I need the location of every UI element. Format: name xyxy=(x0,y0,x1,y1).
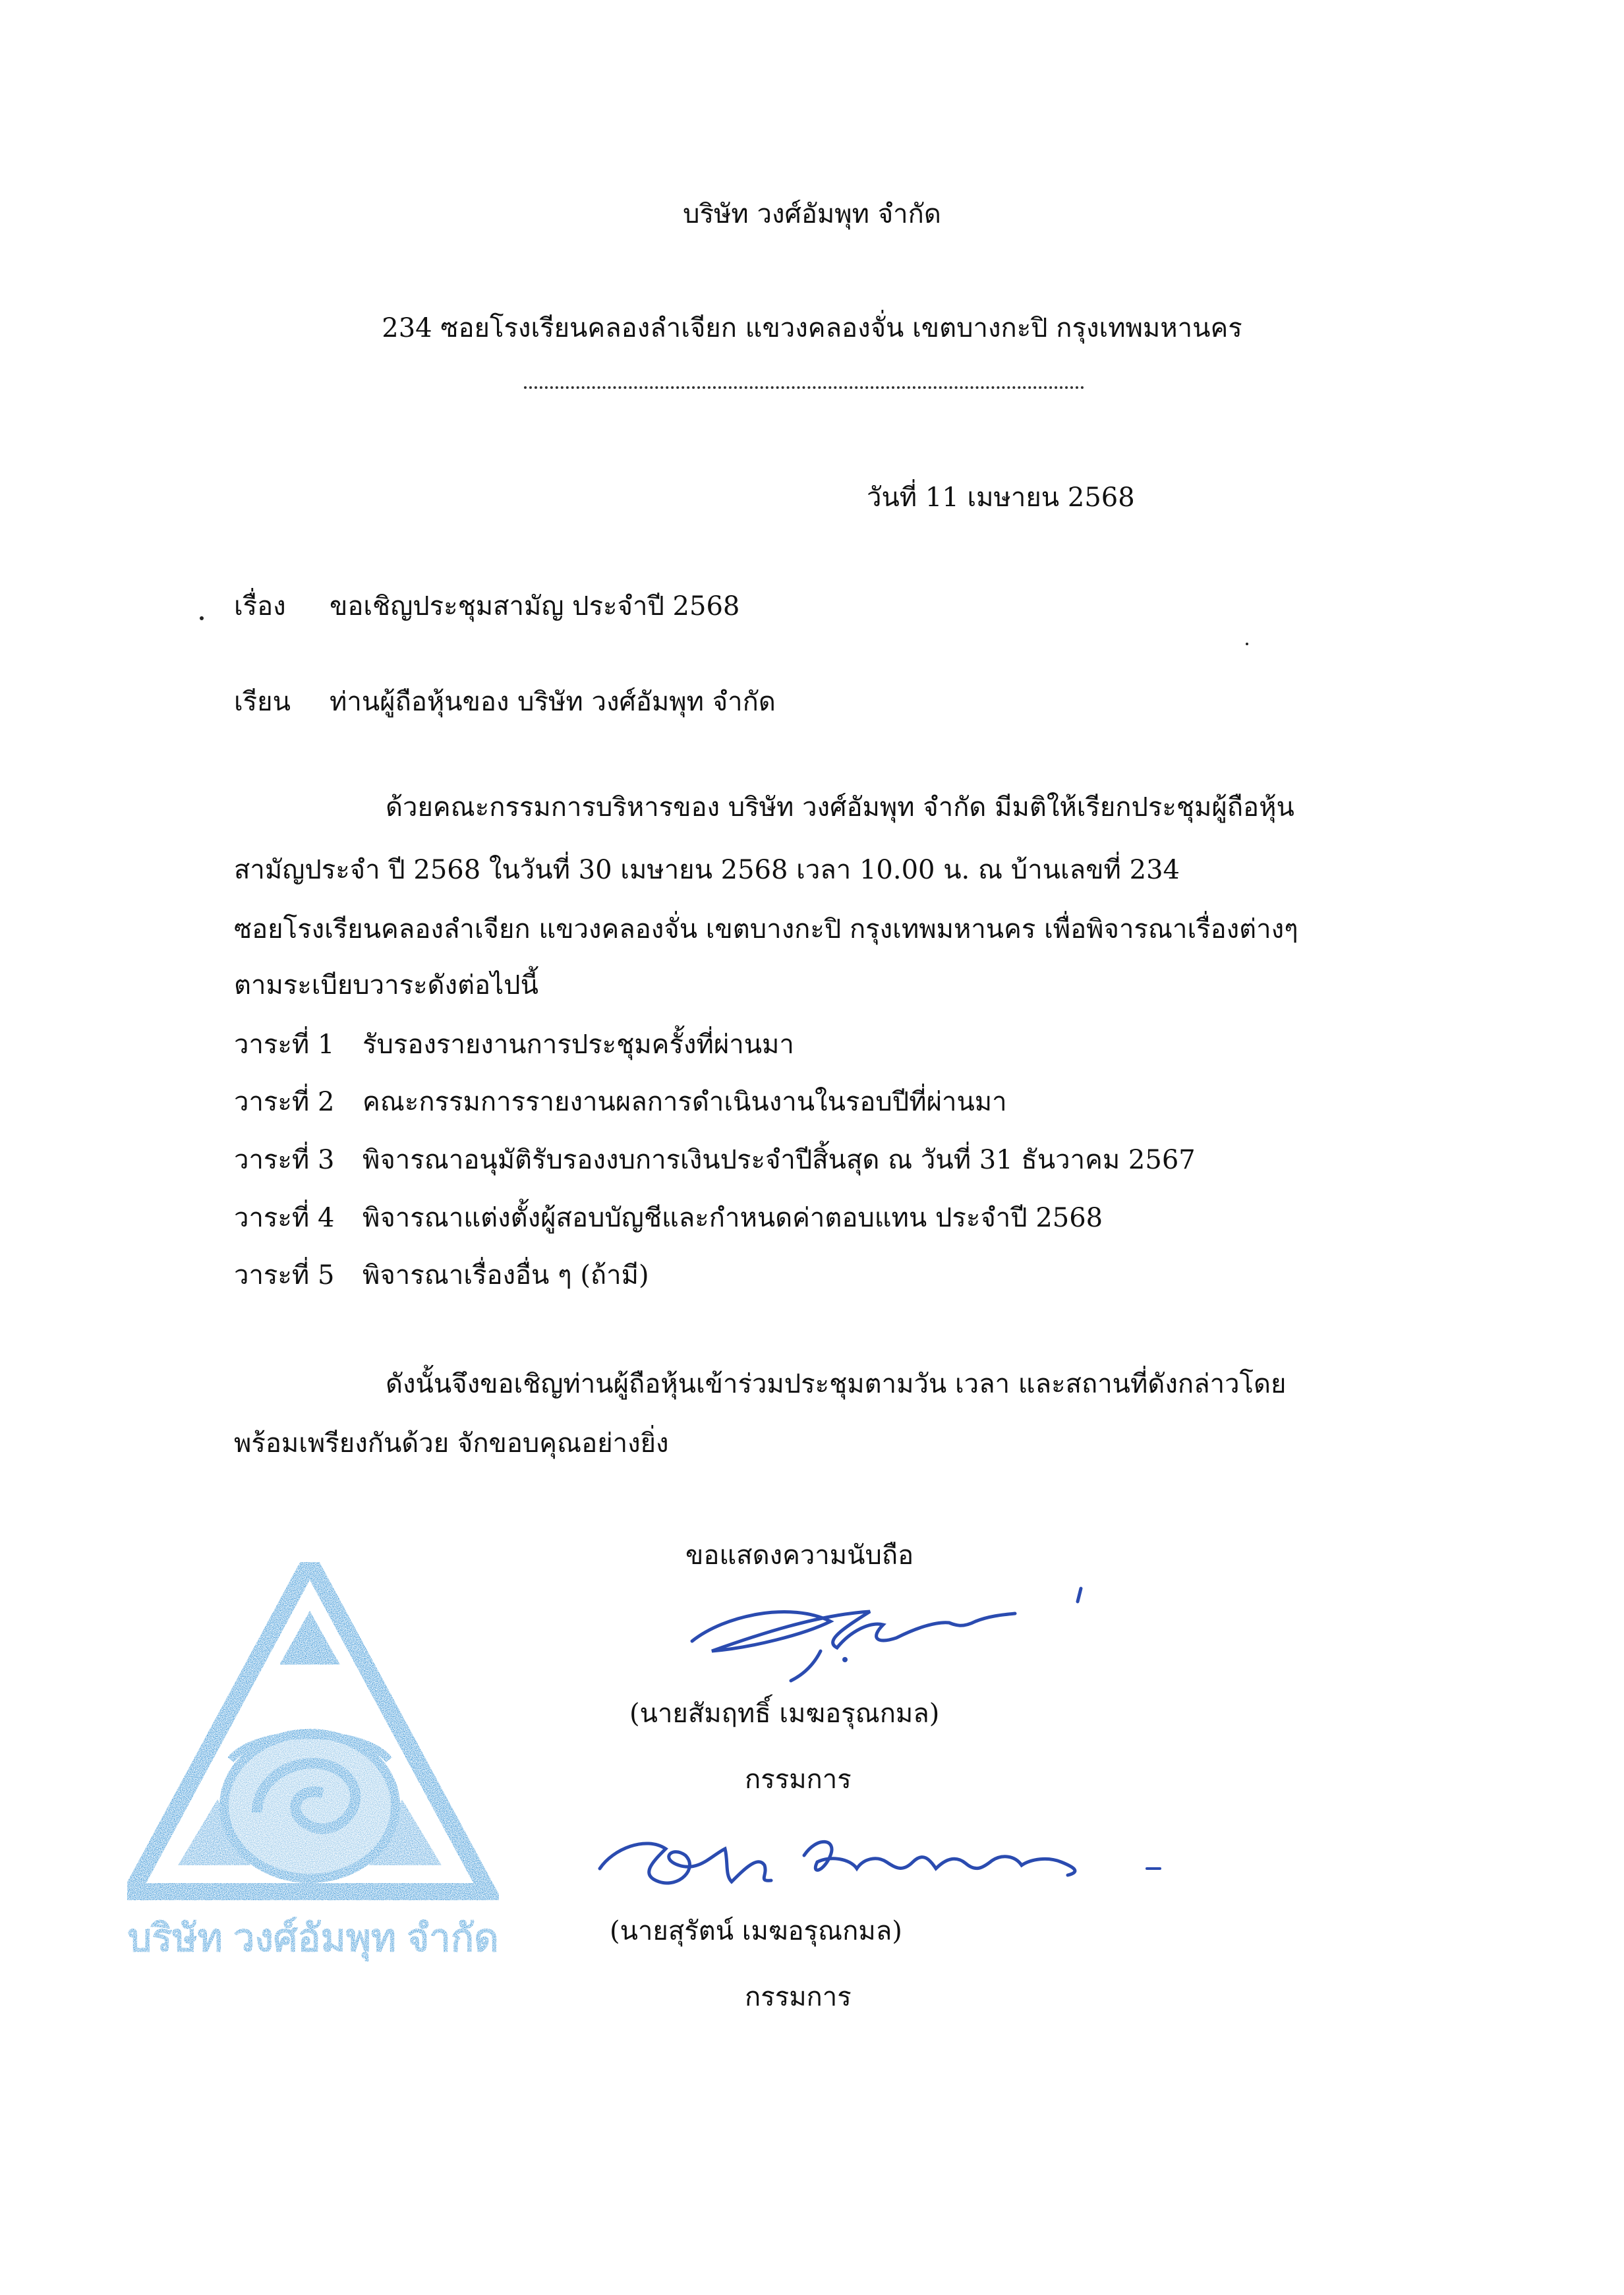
agenda-item xyxy=(234,1205,1103,1231)
subject-text: ขอเชิญประชุมสามัญ ประจำปี 2568 xyxy=(330,591,740,622)
agenda-item xyxy=(234,1031,794,1058)
company-address: 234 ซอยโรงเรียนคลองลำเจียก แขวงคลองจั่น เขตบางกะปิ กรุงเทพมหานคร xyxy=(382,313,1242,343)
recipient-label: เรียน xyxy=(234,687,291,717)
agenda-text: รับรองรายงานการประชุมครั้งที่ผ่านมา xyxy=(362,1030,794,1060)
signer-1-position: กรรมการ xyxy=(745,1764,852,1795)
agenda-label: วาระที่ 3 xyxy=(234,1145,335,1175)
agenda-label: วาระที่ 1 xyxy=(234,1030,335,1060)
scan-speck xyxy=(1246,643,1248,645)
agenda-label: วาระที่ 5 xyxy=(234,1260,335,1291)
recipient-text: ท่านผู้ถือหุ้นของ บริษัท วงศ์อัมพุท จำกัด xyxy=(330,687,776,717)
paragraph-line: ด้วยคณะกรรมการบริหารของ บริษัท วงศ์อัมพุท จำกัด มีมติให้เรียกประชุมผู้ถือหุ้น xyxy=(386,792,1294,823)
paragraph-line: ซอยโรงเรียนคลองลำเจียก แขวงคลองจั่น เขตบางกะปิ กรุงเทพมหานคร เพื่อพิจารณาเรื่องต่างๆ xyxy=(234,914,1298,944)
paragraph-line: ตามระเบียบวาระดังต่อไปนี้ xyxy=(234,970,538,1001)
stamp-lettering: บริษัท วงศ์อัมพุท จำกัด xyxy=(127,1917,499,1960)
agenda-text: พิจารณาแต่งตั้งผู้สอบบัญชีและกำหนดค่าตอบแทน ประจำปี 2568 xyxy=(362,1203,1103,1233)
signer-1-name: (นายสัมฤทธิ์ เมฆอรุณกมล) xyxy=(629,1699,940,1729)
signature-2 xyxy=(587,1809,1173,1908)
agenda-item xyxy=(234,1147,1196,1173)
dotted-divider xyxy=(524,386,1084,389)
company-name: บริษัท วงศ์อัมพุท จำกัด xyxy=(683,199,941,229)
agenda-item xyxy=(234,1262,649,1289)
paragraph-line: ดังนั้นจึงขอเชิญท่านผู้ถือหุ้นเข้าร่วมประชุมตามวัน เวลา และสถานที่ดังกล่าวโดย xyxy=(386,1369,1287,1399)
scan-speck xyxy=(200,616,204,620)
agenda-item xyxy=(234,1089,1007,1115)
signature-1 xyxy=(672,1575,1120,1687)
company-stamp xyxy=(59,1549,534,1971)
agenda-label: วาระที่ 4 xyxy=(234,1203,335,1233)
agenda-text: พิจารณาอนุมัติรับรองงบการเงินประจำปีสิ้นสุด ณ วันที่ 31 ธันวาคม 2567 xyxy=(362,1145,1196,1175)
letter-date: วันที่ 11 เมษายน 2568 xyxy=(867,482,1135,513)
agenda-text: พิจารณาเรื่องอื่น ๆ (ถ้ามี) xyxy=(362,1260,649,1291)
agenda-label: วาระที่ 2 xyxy=(234,1087,335,1117)
signer-2-position: กรรมการ xyxy=(745,1982,852,2012)
closing-text: ขอแสดงความนับถือ xyxy=(685,1540,914,1571)
agenda-text: คณะกรรมการรายงานผลการดำเนินงานในรอบปีที่ผ่านมา xyxy=(362,1087,1007,1117)
signer-2-name: (นายสุรัตน์ เมฆอรุณกมล) xyxy=(610,1916,902,1946)
subject-label: เรื่อง xyxy=(234,591,286,622)
paragraph-line: สามัญประจำ ปี 2568 ในวันที่ 30 เมษายน 2568 เวลา 10.00 น. ณ บ้านเลขที่ 234 xyxy=(234,855,1180,885)
paragraph-line: พร้อมเพรียงกันด้วย จักขอบคุณอย่างยิ่ง xyxy=(234,1428,669,1459)
